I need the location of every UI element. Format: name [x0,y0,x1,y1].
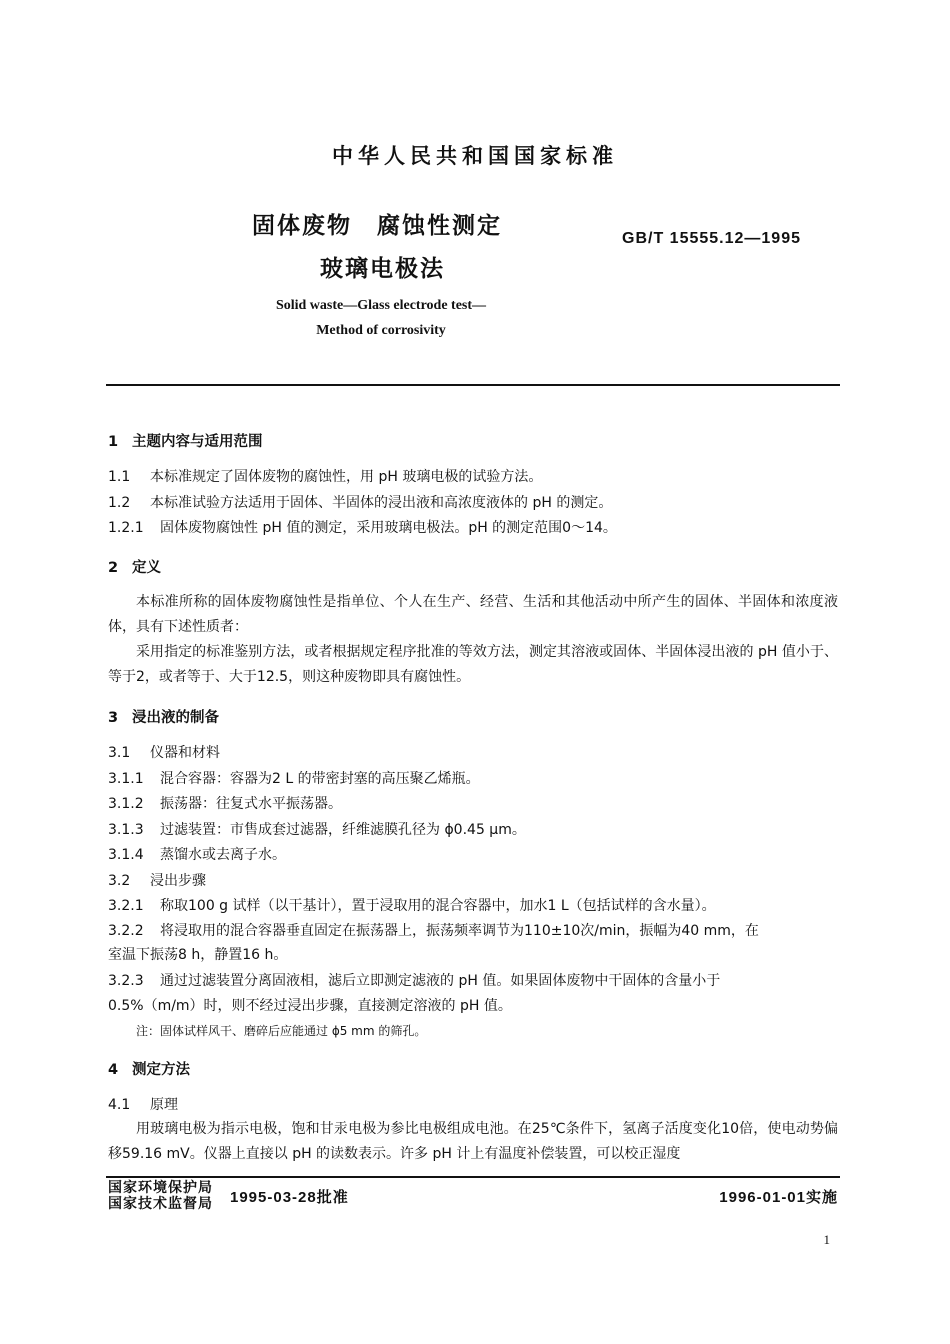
clause-number: 1.2 [108,495,131,511]
clause-text: 混合容器：容器为2 L 的带密封塞的高压聚乙烯瓶。 [160,771,480,787]
document-subtitle: 玻璃电极法 [320,256,445,282]
clause-3-2-1 [108,895,716,915]
section-2-heading [108,556,161,577]
clause-1-2-1 [108,517,617,537]
clause-number: 3.2.3 [108,973,144,989]
clause-3-2-3 [108,970,720,990]
section-title: 浸出液的制备 [132,710,219,726]
clause-text: 称取100 g 试样（以干基计），置于浸取用的混合容器中，加水1 L（包括试样的含水量）。 [160,898,716,914]
clause-text: 振荡器：往复式水平振荡器。 [160,796,342,812]
clause-3-2-2-continued: 室温下振荡8 h，静置16 h。 [108,947,288,963]
clause-text: 原理 [150,1097,178,1113]
clause-1-1 [108,466,542,486]
page-number: 1 [823,1232,830,1247]
clause-3-2 [108,870,206,890]
section-1-heading [108,430,263,451]
standard-code: GB/T 15555.12—1995 [622,230,801,247]
clause-text: 蒸馏水或去离子水。 [160,847,286,863]
definition-paragraph-1: 本标准所称的固体废物腐蚀性是指单位、个人在生产、经营、生活和其他活动中所产生的固体、半固体和浓度液体，具有下述性质者： [108,594,838,635]
clause-3-1-3 [108,819,526,839]
clause-3-2-3-continued: 0.5%（m/m）时，则不经过浸出步骤，直接测定溶液的 pH 值。 [108,998,512,1014]
section-title: 测定方法 [132,1062,190,1078]
clause-number: 1.1 [108,469,131,485]
clause-text: 通过过滤装置分离固液相，滤后立即测定滤液的 pH 值。如果固体废物中干固体的含量小于 [160,973,721,989]
section-title: 主题内容与适用范围 [132,434,263,450]
section-number: 2 [108,560,119,576]
section-title: 定义 [132,560,161,576]
clause-3-1 [108,742,220,762]
clause-text: 固体废物腐蚀性 pH 值的测定，采用玻璃电极法。pH 的测定范围0～14。 [160,520,617,536]
section-3-heading [108,706,219,727]
section-number: 4 [108,1062,119,1078]
clause-number: 1.2.1 [108,520,144,536]
clause-number: 3.2 [108,873,131,889]
clause-text: 仪器和材料 [150,745,220,761]
clause-3-1-4 [108,844,286,864]
clause-3-1-1 [108,768,480,788]
clause-number: 3.1.2 [108,796,144,812]
clause-text: 本标准试验方法适用于固体、半固体的浸出液和高浓度液体的 pH 的测定。 [150,495,613,511]
national-standard-heading: 中华人民共和国国家标准 [332,144,618,168]
section-number: 1 [108,434,119,450]
clause-1-2 [108,492,612,512]
clause-number: 3.1.3 [108,822,144,838]
english-title-line2: Method of corrosivity [316,323,446,338]
clause-text: 浸出步骤 [150,873,206,889]
note: 注：固体试样风干、磨碎后应能通过 ϕ5 mm 的筛孔。 [136,1024,427,1038]
effective-date: 1996-01-01实施 [719,1189,838,1206]
definition-paragraph-2: 采用指定的标准鉴别方法，或者根据规定程序批准的等效方法，测定其溶液或固体、半固体浸出液的 pH 值小于、等于2，或者等于、大于12.5，则这种废物即具有腐蚀性。 [108,644,838,685]
clause-number: 4.1 [108,1097,131,1113]
clause-text: 将浸取用的混合容器垂直固定在振荡器上，振荡频率调节为110±10次/min，振幅为40 mm，在 [160,923,759,939]
section-4-heading [108,1058,190,1079]
clause-number: 3.1.4 [108,847,144,863]
clause-3-1-2 [108,793,342,813]
document-title: 固体废物 腐蚀性测定 [252,213,502,239]
clause-text: 本标准规定了固体废物的腐蚀性，用 pH 玻璃电极的试验方法。 [150,469,543,485]
clause-text: 过滤装置：市售成套过滤器，纤维滤膜孔径为 ϕ0.45 μm。 [160,822,526,838]
issuing-authorities [108,1180,213,1212]
issuer-line2: 国家技术监督局 [108,1196,213,1212]
clause-number: 3.2.2 [108,923,144,939]
issuer-line1: 国家环境保护局 [108,1180,213,1196]
clause-number: 3.1 [108,745,131,761]
header-divider [106,384,840,386]
clause-number: 3.1.1 [108,771,144,787]
approval-date: 1995-03-28批准 [230,1189,349,1206]
english-title-line1: Solid waste—Glass electrode test— [275,298,487,313]
clause-4-1 [108,1094,178,1114]
principle-paragraph: 用玻璃电极为指示电极，饱和甘汞电极为参比电极组成电池。在25℃条件下，氢离子活度变化10倍，使电动势偏移59.16 mV。仪器上直接以 pH 的读数表示。许多 pH 计上有温度补偿装置，可以校正湿度 [108,1121,838,1162]
footer-divider [106,1176,840,1178]
section-number: 3 [108,710,119,726]
clause-number: 3.2.1 [108,898,144,914]
clause-3-2-2 [108,920,759,940]
